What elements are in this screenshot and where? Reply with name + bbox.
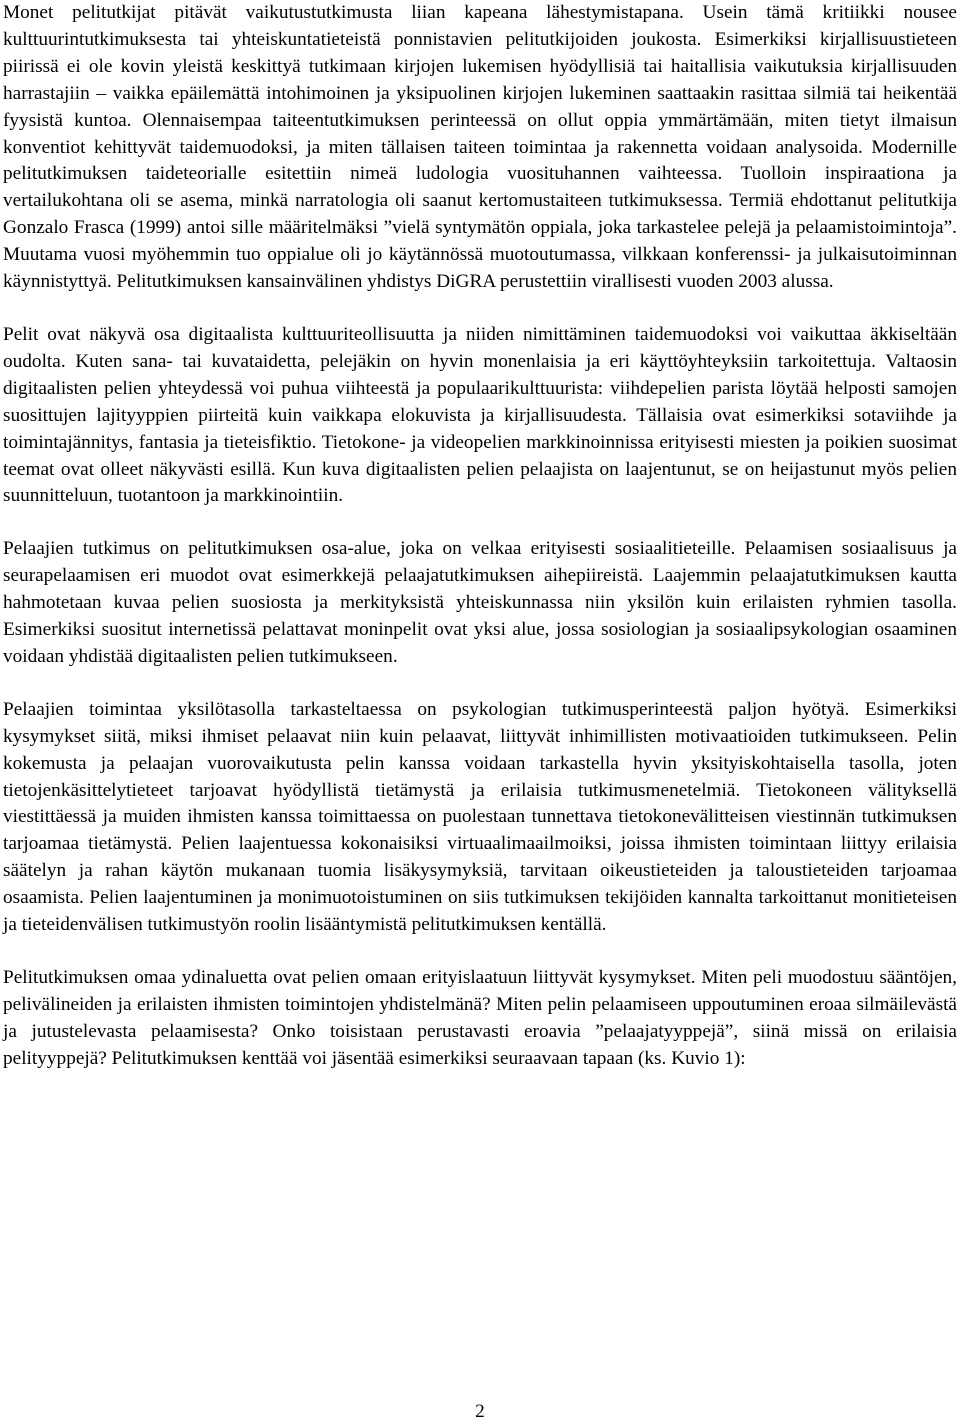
paragraph-game-research-art-theory: Monet pelitutkijat pitävät vaikutustutkimusta liian kapeana lähestymistapana. Usein tämä kritiikki nousee kulttuurintutkimuksesta tai yhteiskuntatieteistä ponnistavien pelitutkijoiden joukosta. Esimerkiksi kirjallisuustieteen piirissä ei ole kovin yleistä keskittyä tutkimaan kirjojen lukemisen hyödyllisiä tai haitallisia vaikutuksia kirjallisuuden harrastajiin – vaikka epäilemättä intohimoinen ja yksipuolinen kirjojen lukeminen saattaakin rasittaa silmiä tai heikentää fyysistä kuntoa. Olennaisempaa taiteentutkimuksen perinteessä on ollut oppia ymmärtämään, miten tietyt ilmaisun konventiot kehittyvät taidemuodoksi, ja miten tällaisen taiteen toimintaa ja rakennetta voidaan analysoida. Modernille pelitutkimuksen taideteorialle esitettiin nimeä ludologia vuosituhannen vaihteessa. Tuolloin inspiraationa ja vertailukohtana oli se asema, minkä narratologia oli saanut kertomustaiteen tutkimuksessa. Termiä ehdottanut pelitutkija Gonzalo Frasca (1999) antoi sille määritelmäksi ”vielä syntymätön oppiala, joka tarkastelee pelejä ja pelaamistoimintoja”. Muutama vuosi myöhemmin tuo oppialue oli jo käytännössä muotoutumassa, vilkkaan konferenssi- ja julkaisutoiminnan käynnistyttyä. Pelitutkimuksen kansainvälinen yhdistys DiGRA perustettiin virallisesti vuoden 2003 alussa. — [3, 2, 957, 293]
paragraph-individual-player-behaviour: Pelaajien toimintaa yksilötasolla tarkasteltaessa on psykologian tutkimusperinteestä paljon hyötyä. Esimerkiksi kysymykset siitä, miksi ihmiset pelaavat niin kuin pelaavat, liittyvät inhimillisten motivaatioiden tutkimukseen. Pelin kokemusta ja pelaajan vuorovaikutusta pelin kanssa voidaan tarkastella hyvin yksityiskohtaisella tasolla, joten tietojenkäsittelytieteet tarjoavat hyödyllistä tietämystä ja erilaisia tutkimusmenetelmiä. Tietokoneen välityksellä viestittäessä ja muiden ihmisten kanssa toimittaessa on puolestaan tunnettava tietokonevälitteisen viestinnän tutkimuksen tarjoamaa tietämystä. Pelien laajentuessa kokonaisiksi virtuaalimaailmoiksi, joissa ihmisten toimintaan liittyy erilaisia säätelyn ja rahan käytön mukanaan tuomia lisäkysymyksiä, tarvitaan oikeustieteiden ja taloustieteiden tarjoamaa osaamista. Pelien laajentuminen ja monimuotoistuminen on siis tutkimuksen tekijöiden kannalta tarkoittanut monitieteisen ja tieteidenvälisen tutkimustyön roolin lisääntymistä pelitutkimuksen kentällä. — [3, 698, 957, 936]
paragraph-core-questions: Pelitutkimuksen omaa ydinaluetta ovat pelien omaan erityislaatuun liittyvät kysymykset. Miten peli muodostuu sääntöjen, pelivälineiden ja erilaisten ihmisten toimintojen yhdistelmänä? Miten pelin pelaamiseen uppoutuminen eroaa silmäilevästä ja jutustelevasta pelaamisesta? Onko toisistaan perustavasti eroavia ”pelaajatyyppejä”, siinä missä on erilaisia pelityyppejä? Pelitutkimuksen kenttää voi jäsentää esimerkiksi seuraavaan tapaan (ks. Kuvio 1): — [3, 967, 957, 1069]
paragraph-player-research: Pelaajien tutkimus on pelitutkimuksen osa-alue, joka on velkaa erityisesti sosiaalitieteille. Pelaamisen sosiaalisuus ja seurapelaamisen eri muodot ovat esimerkkejä pelaajatutkimuksen aihepiireistä. Laajemmin pelaajatutkimuksen kautta hahmotetaan kuvaa pelien suosiosta ja merkityksistä yhteiskunnassa niin yksilön kuin erilaisten ryhmien tasolla. Esimerkiksi suositut internetissä pelattavat moninpelit ovat yksi alue, jossa sosiologian ja sosiaalipsykologian osaaminen voidaan yhdistää digitaalisten pelien tutkimukseen. — [3, 538, 957, 667]
page-number: 2 — [475, 1401, 485, 1422]
document-page — [3, 0, 957, 1073]
paragraph-games-as-cultural-industry: Pelit ovat näkyvä osa digitaalista kulttuuriteollisuutta ja niiden nimittäminen taidemuodoksi voi vaikuttaa äkkiseltään oudolta. Kuten sana- tai kuvataidetta, pelejäkin on hyvin monenlaisia ja eri käyttöyhteyksiin tarkoitettuja. Valtaosin digitaalisten pelien yhteydessä voi puhua viihteestä ja populaarikulttuurista: viihdepelien parista löytää helposti samojen suosittujen lajityyppien piirteitä kuin vaikkapa elokuvista ja kirjallisuudesta. Tällaisia ovat esimerkiksi sotaviihde ja toimintajännitys, fantasia ja tieteisfiktio. Tietokone- ja videopelien markkinoinnissa erityisesti miesten ja poikien suosimat teemat ovat olleet näkyvästi esillä. Kun kuva digitaalisten pelien pelaajista on laajentunut, se on heijastunut myös pelien suunnitteluun, tuotantoon ja markkinointiin. — [3, 323, 957, 507]
